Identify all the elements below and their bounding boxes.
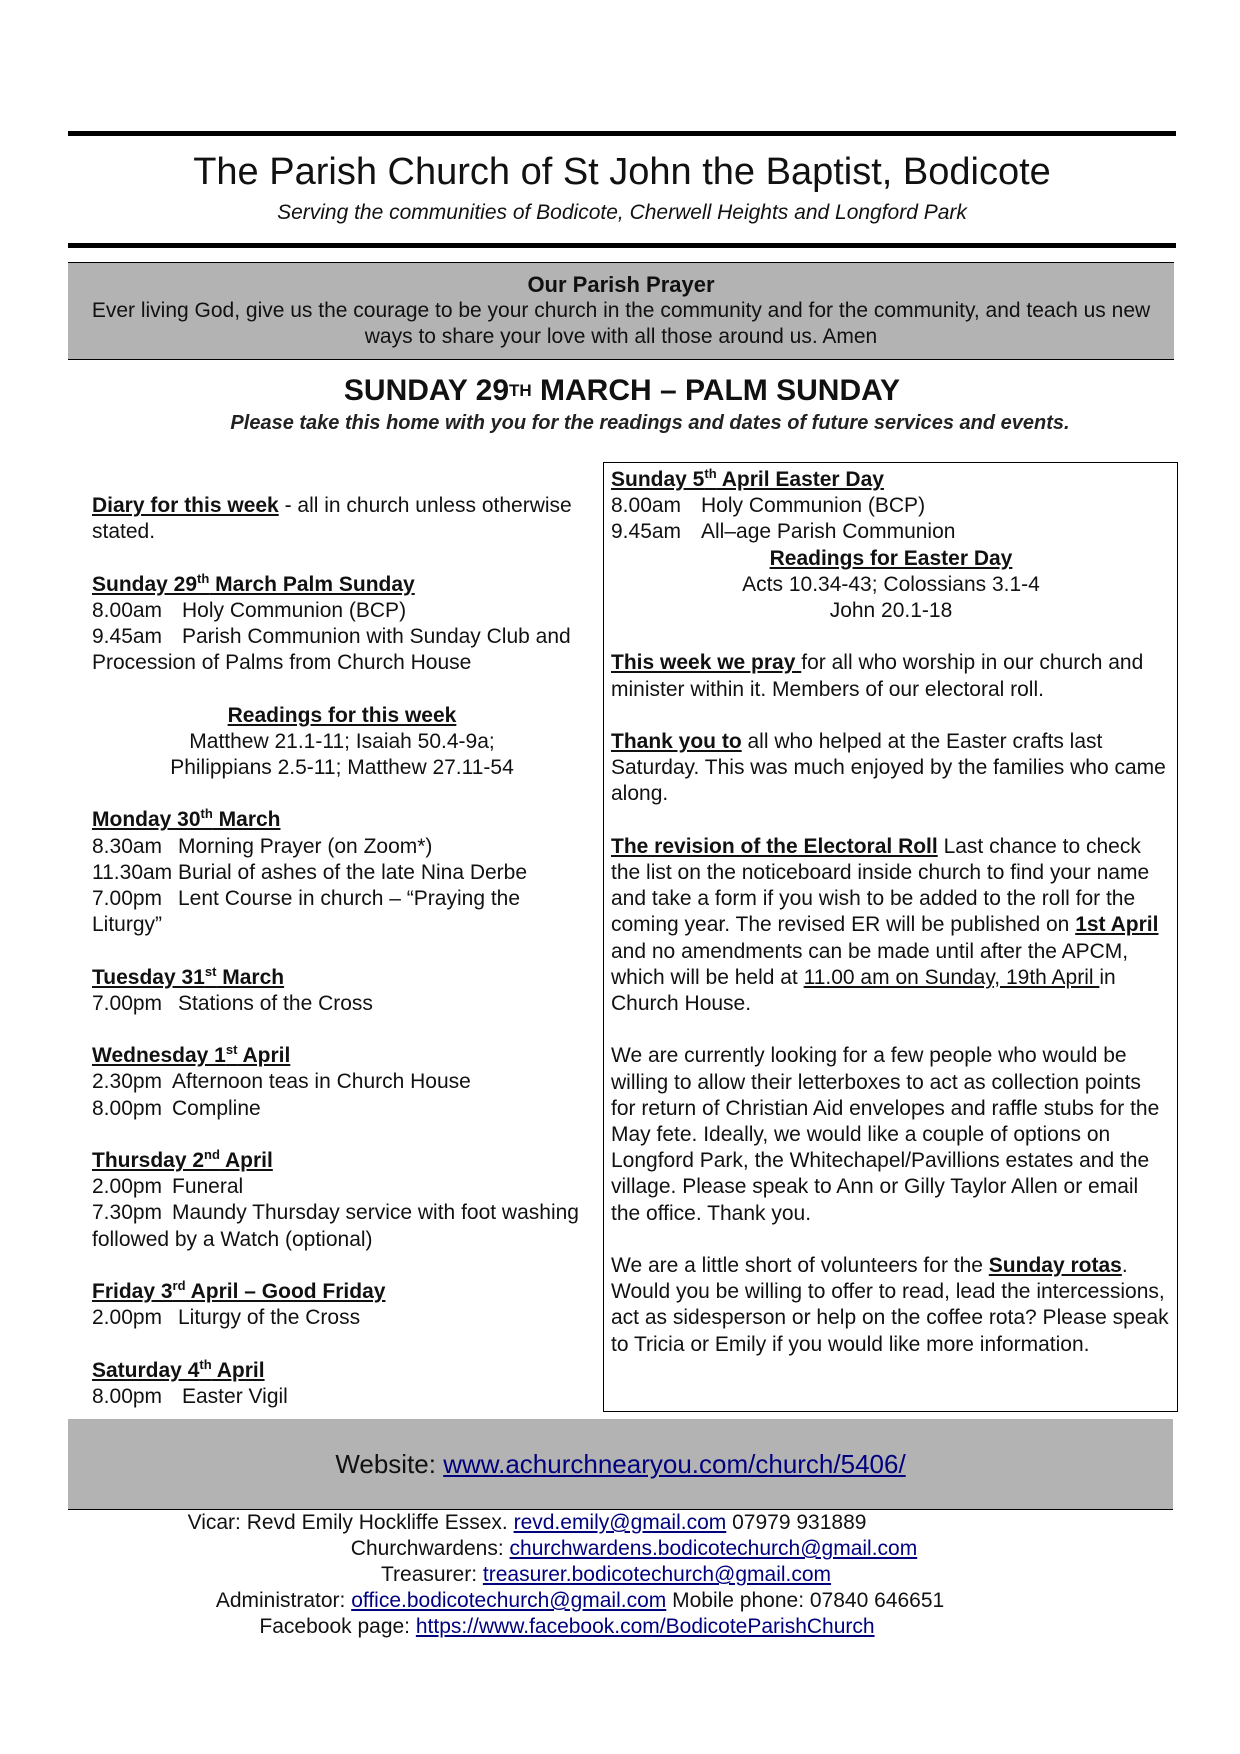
readings-title: Readings for this week: [227, 703, 457, 727]
readings-line: Matthew 21.1-11; Isaiah 50.4-9a;: [189, 729, 495, 753]
notices-box: [603, 462, 1178, 1412]
diary-item: [92, 1069, 592, 1095]
diary-day-header: Friday 3rd April – Good Friday: [92, 1277, 386, 1303]
vicar-email-link[interactable]: revd.emily@gmail.com: [513, 1511, 727, 1534]
parish-prayer-text: Ever living God, give us the courage to be your church in the community and for the community, and teach us new ways to share your love with all those around us. Amen: [91, 299, 1151, 348]
item-time: 8.00pm: [92, 1096, 163, 1120]
diary-item: [92, 860, 592, 886]
item-time: 2.30pm: [92, 1070, 163, 1094]
diary-item: [92, 598, 592, 624]
readings-line: Acts 10.34-43; Colossians 3.1-4: [742, 572, 1040, 596]
churchwardens-email-link[interactable]: churchwardens.bodicotechurch@gmail.com: [509, 1537, 918, 1560]
diary-intro-text: - all in church unless otherwise stated.: [92, 494, 572, 544]
notice-thanks: Thank you to all who helped at the Easter crafts last Saturday. This was much enjoyed by the families who came along.: [611, 730, 1166, 806]
apcm-date: 11.00 am on Sunday, 19th April: [803, 965, 1100, 989]
easter-item: [611, 519, 1171, 545]
diary-item: [92, 1305, 592, 1331]
item-time: 8.00am: [92, 598, 163, 622]
take-home-note: Please take this home with you for the readings and dates of future services and events.: [230, 412, 1070, 434]
contact-administrator: Administrator: office.bodicotechurch@gmail.com Mobile phone: 07840 646651: [215, 1589, 945, 1612]
item-time: 9.45am: [92, 625, 163, 648]
page-title: The Parish Church of St John the Baptist, Bodicote: [193, 151, 1051, 193]
notice-thanks-lead: Thank you to: [611, 730, 742, 753]
item-text: Morning Prayer (on Zoom*): [178, 834, 433, 858]
electoral-publish-date: 1st April: [1075, 913, 1159, 937]
notice-rotas: We are a little short of volunteers for the Sunday rotas. Would you be willing to offer to read, lead the intercessions, act as sidesperson or help on the coffee rota? Please speak to Tricia or Emily if you would like more information.: [611, 1254, 1169, 1356]
treasurer-email-link[interactable]: treasurer.bodicotechurch@gmail.com: [482, 1563, 832, 1586]
readings-line: John 20.1-18: [829, 599, 953, 623]
diary-day-header: Wednesday 1st April: [92, 1042, 291, 1068]
readings-line: Philippians 2.5-11; Matthew 27.11-54: [170, 756, 514, 779]
item-time: 9.45am: [611, 520, 682, 544]
diary-day-header: Saturday 4th April: [92, 1356, 265, 1382]
diary-item: [92, 991, 592, 1017]
easter-item: [611, 493, 1171, 519]
diary-item: [92, 1200, 592, 1252]
notice-letterboxes: We are currently looking for a few people who would be willing to allow their letterboxes to act as collection points for return of Christian Aid envelopes and raffle stubs for the May fete. Ideally, we would like a couple of options on Longford Park, the Whitechapel/Pavillions estates and the village. Please speak to Ann or Gilly Taylor Allen or email the office. Thank you.: [611, 1044, 1160, 1225]
diary-item: [92, 1174, 592, 1200]
item-text: Holy Communion (BCP): [701, 494, 926, 518]
diary-day-header: Thursday 2nd April: [92, 1146, 273, 1172]
sunday-rotas: Sunday rotas: [988, 1254, 1122, 1278]
item-text: Burial of ashes of the late Nina Derbe: [178, 860, 528, 884]
readings-title: Readings for Easter Day: [769, 546, 1013, 570]
item-text: Easter Vigil: [182, 1384, 288, 1408]
readings-this-week: [92, 703, 592, 782]
item-time: 2.00pm: [92, 1306, 163, 1330]
page-subtitle: Serving the communities of Bodicote, Cherwell Heights and Longford Park: [277, 201, 967, 224]
notice-electoral-lead: The revision of the Electoral Roll: [611, 834, 938, 858]
item-time: 7.00pm: [92, 991, 163, 1015]
diary-day-header: Monday 30th March: [92, 806, 281, 832]
top-rule: [68, 131, 1176, 136]
item-time: 7.00pm: [92, 887, 163, 910]
sunday-heading-post: MARCH – PALM SUNDAY: [531, 374, 901, 407]
item-text: Lent Course in church – “Praying the Liturgy”: [92, 887, 521, 937]
diary-day-header: Tuesday 31st March: [92, 963, 285, 989]
diary-column: [92, 493, 592, 1410]
website-band: [68, 1419, 1173, 1510]
sunday-heading-pre: SUNDAY 29: [343, 374, 510, 407]
diary-intro: [92, 493, 592, 545]
header-bottom-rule: [68, 243, 1176, 248]
item-text: All–age Parish Communion: [701, 520, 956, 544]
notice-pray-lead: This week we pray: [611, 651, 802, 675]
easter-day-header: Sunday 5th April Easter Day: [611, 466, 884, 491]
contact-facebook: Facebook page: https://www.facebook.com/BodicoteParishChurch: [259, 1615, 875, 1638]
administrator-email-link[interactable]: office.bodicotechurch@gmail.com: [351, 1589, 667, 1612]
item-time: 8.00am: [611, 494, 682, 518]
sunday-heading: [68, 373, 1176, 409]
readings-easter-day: [611, 546, 1171, 625]
contact-treasurer: Treasurer: treasurer.bodicotechurch@gmail.com: [380, 1563, 832, 1586]
diary-item: [92, 1384, 592, 1410]
item-time: 8.30am: [92, 834, 163, 858]
item-text: Parish Communion with Sunday Club and Procession of Palms from Church House: [92, 625, 571, 675]
notice-electoral-roll: The revision of the Electoral Roll Last chance to check the list on the noticeboard inside church to find your name and take a form if you wish to be added to the roll for the coming year. The revised ER will be published on 1st April and no amendments can be made until after the APCM, which will be held at 11.00 am on Sunday, 19th April in Church House.: [611, 834, 1159, 1016]
notice-pray: This week we pray for all who worship in our church and minister within it. Members of our electoral roll.: [611, 651, 1144, 701]
diary-item: [92, 1096, 592, 1122]
parish-prayer-title: Our Parish Prayer: [527, 272, 715, 297]
contacts: [68, 1510, 1176, 1640]
item-text: Afternoon teas in Church House: [172, 1070, 471, 1094]
item-time: 2.00pm: [92, 1175, 163, 1199]
parish-prayer-box: [68, 262, 1174, 360]
item-text: Maundy Thursday service with foot washing followed by a Watch (optional): [92, 1201, 579, 1251]
contact-vicar: Vicar: Revd Emily Hockliffe Essex. revd.emily@gmail.com 07979 931889: [187, 1511, 867, 1534]
item-time: 8.00pm: [92, 1384, 163, 1408]
diary-item: [92, 624, 592, 676]
item-text: Holy Communion (BCP): [182, 598, 407, 622]
diary-item: [92, 886, 592, 938]
item-text: Liturgy of the Cross: [178, 1306, 361, 1330]
item-time: 11.30am: [92, 860, 173, 884]
item-text: Compline: [172, 1096, 261, 1120]
diary-item: [92, 834, 592, 860]
contact-churchwardens: Churchwardens: churchwardens.bodicotechurch@gmail.com: [350, 1537, 918, 1560]
item-time: 7.30pm: [92, 1201, 163, 1225]
website-label: Website:: [335, 1449, 444, 1479]
facebook-link[interactable]: https://www.facebook.com/BodicoteParishChurch: [415, 1615, 875, 1638]
item-text: Funeral: [172, 1175, 244, 1199]
diary-title: Diary for this week: [92, 494, 279, 517]
diary-day-header: Sunday 29th March Palm Sunday: [92, 570, 415, 596]
website-link[interactable]: www.achurchnearyou.com/church/5406/: [443, 1449, 906, 1479]
item-text: Stations of the Cross: [178, 991, 373, 1015]
sunday-heading-sup: TH: [509, 381, 532, 400]
